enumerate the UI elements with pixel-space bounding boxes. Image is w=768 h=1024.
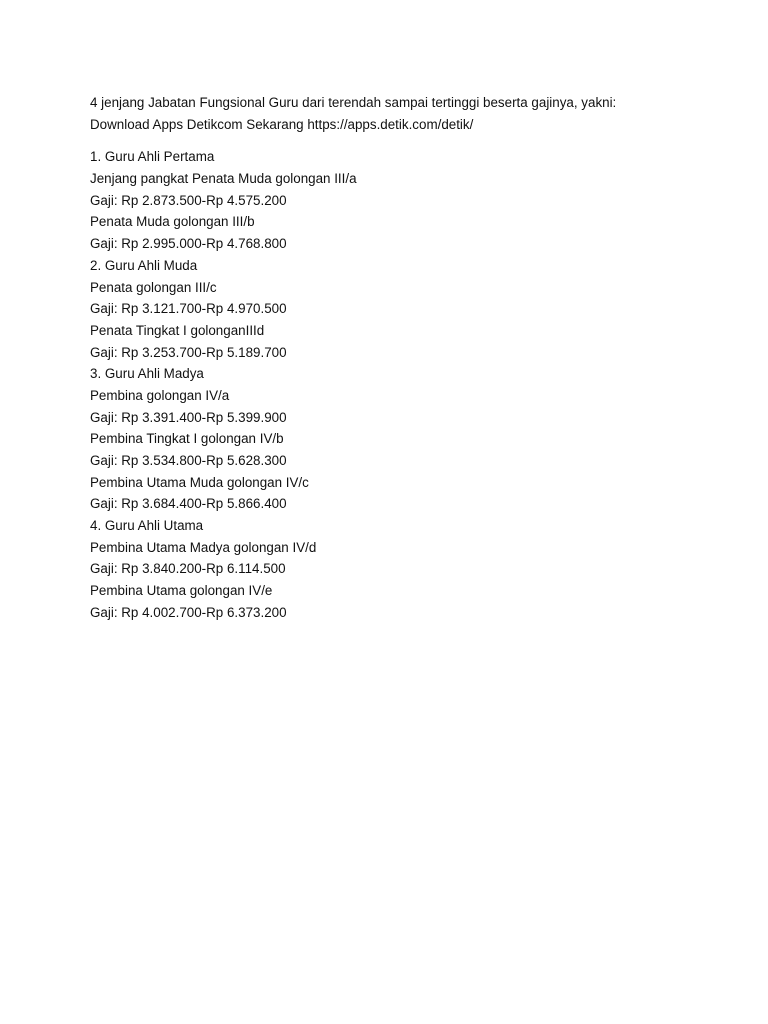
intro-line-download-link: Download Apps Detikcom Sekarang https://apps.detik.com/detik/ xyxy=(90,116,474,132)
salary-line: Gaji: Rp 2.873.500-Rp 4.575.200 xyxy=(90,192,287,208)
salary-line: Gaji: Rp 3.391.400-Rp 5.399.900 xyxy=(90,409,287,425)
grade-line: Jenjang pangkat Penata Muda golongan III/a xyxy=(90,171,357,187)
salary-line: Gaji: Rp 3.253.700-Rp 5.189.700 xyxy=(90,344,287,360)
salary-list xyxy=(90,146,730,623)
grade-line: Penata Tingkat I golonganIIId xyxy=(90,322,265,338)
intro-paragraph xyxy=(90,92,730,135)
grade-line: Penata Muda golongan III/b xyxy=(90,214,255,230)
salary-line: Gaji: Rp 2.995.000-Rp 4.768.800 xyxy=(90,236,287,252)
salary-line: Gaji: Rp 3.121.700-Rp 4.970.500 xyxy=(90,301,287,317)
salary-line: Gaji: Rp 4.002.700-Rp 6.373.200 xyxy=(90,604,287,620)
intro-line-heading: 4 jenjang Jabatan Fungsional Guru dari terendah sampai tertinggi beserta gajinya, yakni: xyxy=(90,95,617,110)
grade-line: Pembina Tingkat I golongan IV/b xyxy=(90,431,284,447)
grade-line: Penata golongan III/c xyxy=(90,279,217,295)
grade-line: Pembina Utama golongan IV/e xyxy=(90,583,273,599)
salary-line: Gaji: Rp 3.534.800-Rp 5.628.300 xyxy=(90,453,287,468)
grade-line: Pembina Utama Muda golongan IV/c xyxy=(90,474,309,490)
rank-heading-guru-ahli-madya: 3. Guru Ahli Madya xyxy=(90,366,204,382)
salary-line: Gaji: Rp 3.684.400-Rp 5.866.400 xyxy=(90,496,287,512)
rank-heading-guru-ahli-utama: 4. Guru Ahli Utama xyxy=(90,518,204,534)
salary-line: Gaji: Rp 3.840.200-Rp 6.114.500 xyxy=(90,561,286,577)
grade-line: Pembina Utama Madya golongan IV/d xyxy=(90,539,317,555)
rank-heading-guru-ahli-muda: 2. Guru Ahli Muda xyxy=(90,257,198,273)
grade-line: Pembina golongan IV/a xyxy=(90,387,230,403)
document-content xyxy=(90,92,730,624)
rank-heading-guru-ahli-pertama: 1. Guru Ahli Pertama xyxy=(90,149,215,165)
